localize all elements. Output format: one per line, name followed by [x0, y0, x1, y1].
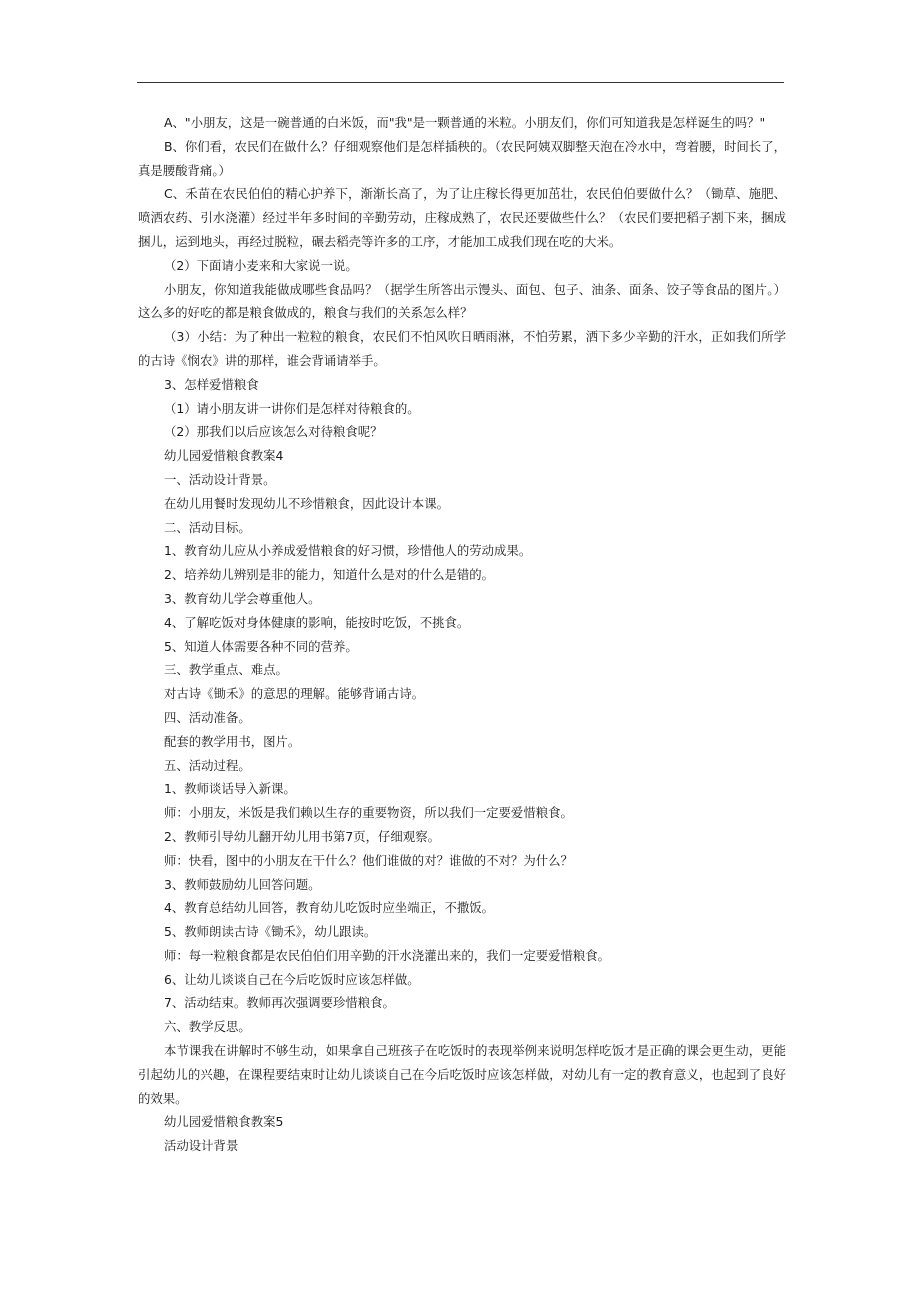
paragraph: 3、教育幼儿学会尊重他人。	[164, 590, 321, 606]
paragraph: 本节课我在讲解时不够生动，如果拿自己班孩子在吃饭时的表现举例来说明怎样吃饭才是正确的课会更生动，更能引起幼儿的兴趣，在课程要结束时让幼儿谈谈自己在今后吃饭时应该怎样做，对幼儿有一定的教育意义，也起到了良好的效果。	[138, 1043, 786, 1106]
paragraph: 四、活动准备。	[164, 709, 251, 725]
paragraph: B、你们看，农民们在做什么？仔细观察他们是怎样插秧的。（农民阿姨双脚整天泡在冷水中，弯着腰，时间长了，真是腰酸背痛。）	[138, 138, 786, 178]
paragraph: 师：小朋友，米饭是我们赖以生存的重要物资，所以我们一定要爱惜粮食。	[164, 805, 573, 821]
paragraph: 1、教育幼儿应从小养成爱惜粮食的好习惯，珍惜他人的劳动成果。	[164, 543, 532, 559]
paragraph: 三、教学重点、难点。	[164, 662, 288, 678]
paragraph: 幼儿园爱惜粮食教案4	[164, 448, 284, 464]
paragraph: 在幼儿用餐时发现幼儿不珍惜粮食，因此设计本课。	[164, 495, 449, 511]
paragraph: （3）小结：为了种出一粒粒的粮食，农民们不怕风吹日晒雨淋，不怕劳累，洒下多少辛勤的汗水，正如我们所学的古诗《悯农》讲的那样，谁会背诵请举手。	[138, 329, 786, 368]
paragraph: 5、教师朗读古诗《锄禾》，幼儿跟读。	[164, 924, 377, 940]
paragraph: 4、教育总结幼儿回答，教育幼儿吃饭时应坐端正，不撒饭。	[164, 900, 495, 916]
paragraph: 配套的教学用书，图片。	[164, 733, 301, 749]
paragraph: 一、活动设计背景。	[164, 471, 276, 487]
paragraph: 对古诗《锄禾》的意思的理解。能够背诵古诗。	[164, 686, 425, 702]
paragraph: C、禾苗在农民伯伯的精心护养下，渐渐长高了，为了让庄稼长得更加茁壮，农民伯伯要做什么？（锄草、施肥、喷洒农药、引水浇灌）经过半年多时间的辛勤劳动，庄稼成熟了，农民还要做些什么？（农民们要把稻子割下来，捆成捆儿，运到地头，再经过脱粒，碾去稻壳等许多的工序，才能加工成我们现在吃的大米。	[138, 186, 786, 249]
document-body	[138, 111, 786, 1158]
paragraph: 二、活动目标。	[164, 519, 251, 535]
paragraph: A、"小朋友，这是一碗普通的白米饭，而"我"是一颗普通的米粒。小朋友们，你们可知道我是怎样诞生的吗？"	[164, 115, 766, 130]
paragraph: （2）下面请小麦来和大家说一说。	[164, 257, 358, 273]
header-rule	[137, 82, 784, 83]
paragraph: 幼儿园爱惜粮食教案5	[164, 1114, 284, 1130]
paragraph: 6、让幼儿谈谈自己在今后吃饭时应该怎样做。	[164, 971, 420, 987]
paragraph: 2、教师引导幼儿翻开幼儿用书第7页，仔细观察。	[164, 828, 440, 844]
paragraph: 7、活动结束。教师再次强调要珍惜粮食。	[164, 995, 395, 1011]
paragraph: 1、教师谈话导入新课。	[164, 781, 296, 797]
paragraph: 小朋友，你知道我能做成哪些食品吗？（据学生所答出示馒头、面包、包子、油条、面条、饺子等食品的图片。）这么多的好吃的都是粮食做成的，粮食与我们的关系怎么样？	[138, 281, 786, 321]
paragraph: 活动设计背景	[164, 1138, 239, 1154]
paragraph: 师：每一粒粮食都是农民伯伯们用辛勤的汗水浇灌出来的，我们一定要爱惜粮食。	[164, 947, 611, 963]
paragraph: 六、教学反思。	[164, 1019, 251, 1035]
paragraph: （1）请小朋友讲一讲你们是怎样对待粮食的。	[164, 400, 420, 416]
paragraph: 5、知道人体需要各种不同的营养。	[164, 638, 358, 654]
paragraph: 4、了解吃饭对身体健康的影响，能按时吃饭，不挑食。	[164, 614, 470, 630]
paragraph: （2）那我们以后应该怎么对待粮食呢？	[164, 424, 383, 440]
paragraph: 五、活动过程。	[164, 757, 251, 773]
paragraph: 2、培养幼儿辨别是非的能力，知道什么是对的什么是错的。	[164, 567, 495, 583]
paragraph: 3、怎样爱惜粮食	[164, 376, 259, 392]
paragraph: 师：快看，图中的小朋友在干什么？他们谁做的对？谁做的不对？为什么？	[164, 852, 573, 868]
paragraph: 3、教师鼓励幼儿回答问题。	[164, 876, 321, 892]
